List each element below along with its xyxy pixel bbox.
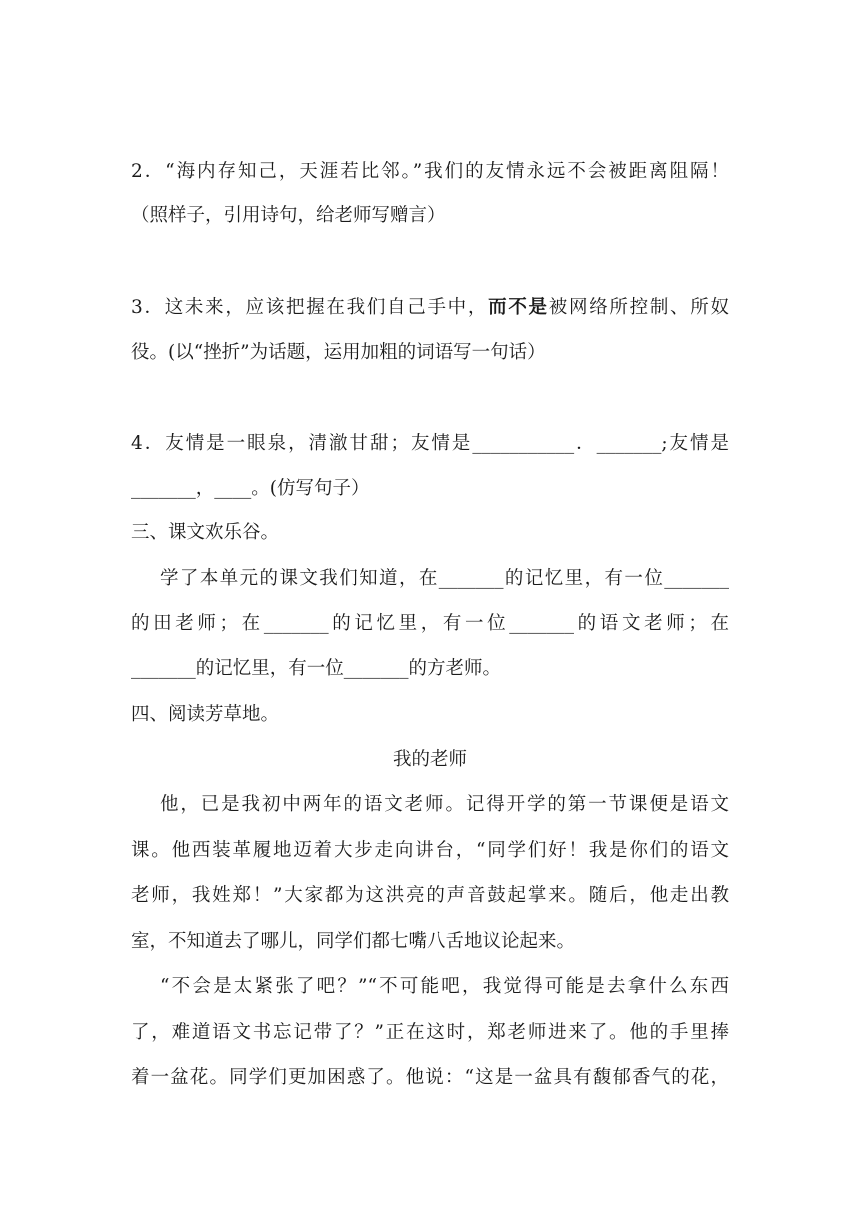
paragraph-1-line-2: 课。他西装革履地迈着大步走向讲台，“同学们好！我是你们的语文	[131, 840, 729, 861]
section-3-line-2: 的田老师；在_______的记忆里，有一位_______的语文老师；在	[131, 613, 729, 634]
question-4-line-1: 4．友情是一眼泉，清澈甘甜；友情是___________．_______;友情是	[131, 433, 729, 454]
section-3-line-1: 学了本单元的课文我们知道，在_______的记忆里，有一位_______	[160, 568, 729, 589]
question-2-line-1: 2．“海内存知己，天涯若比邻。”我们的友情永远不会被距离阻隔！	[131, 161, 729, 182]
question-3-line-2: 役。(以“挫折”为话题，运用加粗的词语写一句话）	[131, 342, 546, 363]
paragraph-1-line-1: 他，已是我初中两年的语文老师。记得开学的第一节课便是语文	[160, 794, 729, 815]
section-3-line-3: _______的记忆里，有一位_______的方老师。	[131, 658, 502, 679]
paragraph-2-line-3: 着一盆花。同学们更加困惑了。他说：“这是一盆具有馥郁香气的花，	[131, 1067, 729, 1088]
section-3-heading: 三、课文欢乐谷。	[131, 522, 280, 543]
paragraph-2-line-1: “不会是太紧张了吧？”“不可能吧，我觉得可能是去拿什么东西	[160, 976, 729, 997]
question-2-line-2: （照样子，引用诗句，给老师写赠言）	[131, 205, 446, 226]
paragraph-1-line-4: 室，不知道去了哪儿，同学们都七嘴八舌地议论起来。	[131, 931, 576, 952]
question-3-text-a: 3．这未来，应该把握在我们自己手中，	[131, 297, 489, 318]
question-3-line-1	[131, 294, 729, 322]
article-title: 我的老师	[392, 749, 467, 770]
question-4-line-2: _______，____。(仿写句子）	[131, 478, 370, 499]
question-3-bold-phrase: 而不是	[488, 297, 549, 318]
section-4-heading: 四、阅读芳草地。	[131, 704, 280, 725]
paragraph-1-line-3: 老师，我姓郑！”大家都为这洪亮的声音鼓起掌来。随后，他走出教	[131, 885, 729, 906]
paragraph-2-line-2: 了，难道语文书忘记带了？”正在这时，郑老师进来了。他的手里捧	[131, 1022, 729, 1043]
question-3-text-b: 被网络所控制、所奴	[548, 297, 729, 318]
